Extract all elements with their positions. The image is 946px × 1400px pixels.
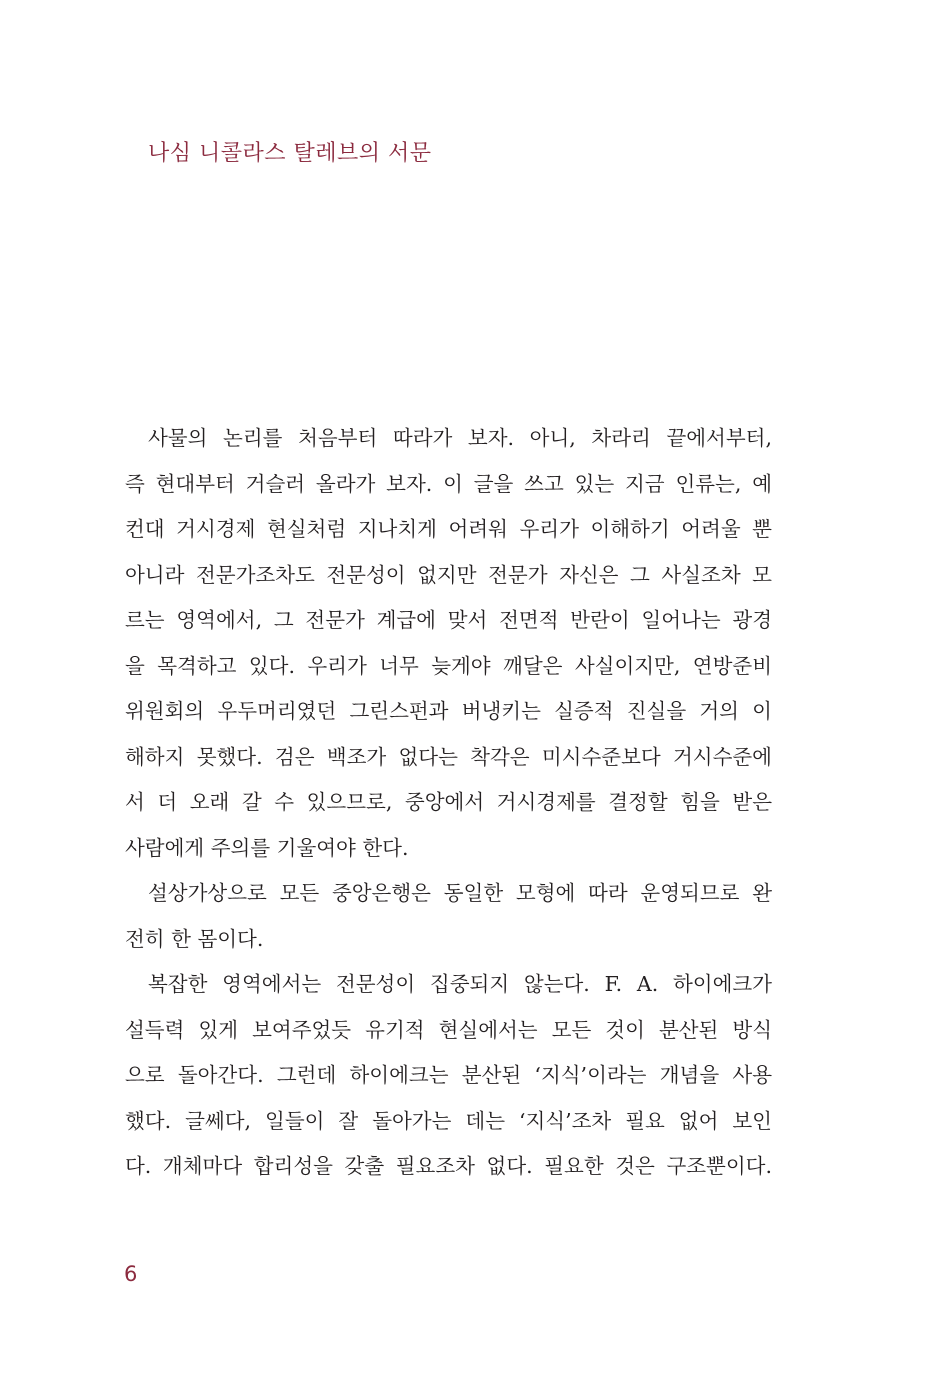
text-line: 다. 개체마다 합리성을 갖출 필요조차 없다. 필요한 것은 구조뿐이다. <box>125 1154 772 1178</box>
paragraph <box>125 871 772 962</box>
text-line: 으로 돌아간다. 그런데 하이에크는 분산된 ‘지식’이라는 개념을 사용 <box>125 1063 772 1087</box>
text-line: 해하지 못했다. 검은 백조가 없다는 착각은 미시수준보다 거시수준에 <box>125 744 772 769</box>
text-line: 르는 영역에서, 그 전문가 계급에 맞서 전면적 반란이 일어나는 광경 <box>125 608 772 632</box>
text-line: 즉 현대부터 거슬러 올라가 보자. 이 글을 쓰고 있는 지금 인류는, 예 <box>125 471 772 496</box>
text-line: 사물의 논리를 처음부터 따라가 보자. 아니, 차라리 끝에서부터, <box>148 426 772 450</box>
text-line: 아니라 전문가조차도 전문성이 없지만 전문가 자신은 그 사실조차 모 <box>125 562 772 587</box>
text-line: 을 목격하고 있다. 우리가 너무 늦게야 깨달은 사실이지만, 연방준비 <box>125 653 772 678</box>
page-number: 6 <box>124 1262 138 1286</box>
text-line: 위원회의 우두머리였던 그린스펀과 버냉키는 실증적 진실을 거의 이 <box>125 699 772 723</box>
body-text <box>125 416 772 1190</box>
text-line: 설득력 있게 보여주었듯 유기적 현실에서는 모든 것이 분산된 방식 <box>125 1017 772 1042</box>
text-line: 컨대 거시경제 현실처럼 지나치게 어려워 우리가 이해하기 어려울 뿐 <box>125 517 772 541</box>
paragraph <box>125 416 772 871</box>
paragraph <box>125 962 772 1190</box>
text-line: 사람에게 주의를 기울여야 한다. <box>125 835 409 860</box>
text-line: 전히 한 몸이다. <box>125 926 264 951</box>
text-line: 설상가상으로 모든 중앙은행은 동일한 모형에 따라 운영되므로 완 <box>148 881 772 905</box>
text-line: 서 더 오래 갈 수 있으므로, 중앙에서 거시경제를 결정할 힘을 받은 <box>125 790 772 814</box>
text-line: 복잡한 영역에서는 전문성이 집중되지 않는다. F. A. 하이에크가 <box>148 972 772 996</box>
text-line: 했다. 글쎄다, 일들이 잘 돌아가는 데는 ‘지식’조차 필요 없어 보인 <box>125 1108 772 1133</box>
chapter-title: 나심 니콜라스 탈레브의 서문 <box>148 141 432 166</box>
